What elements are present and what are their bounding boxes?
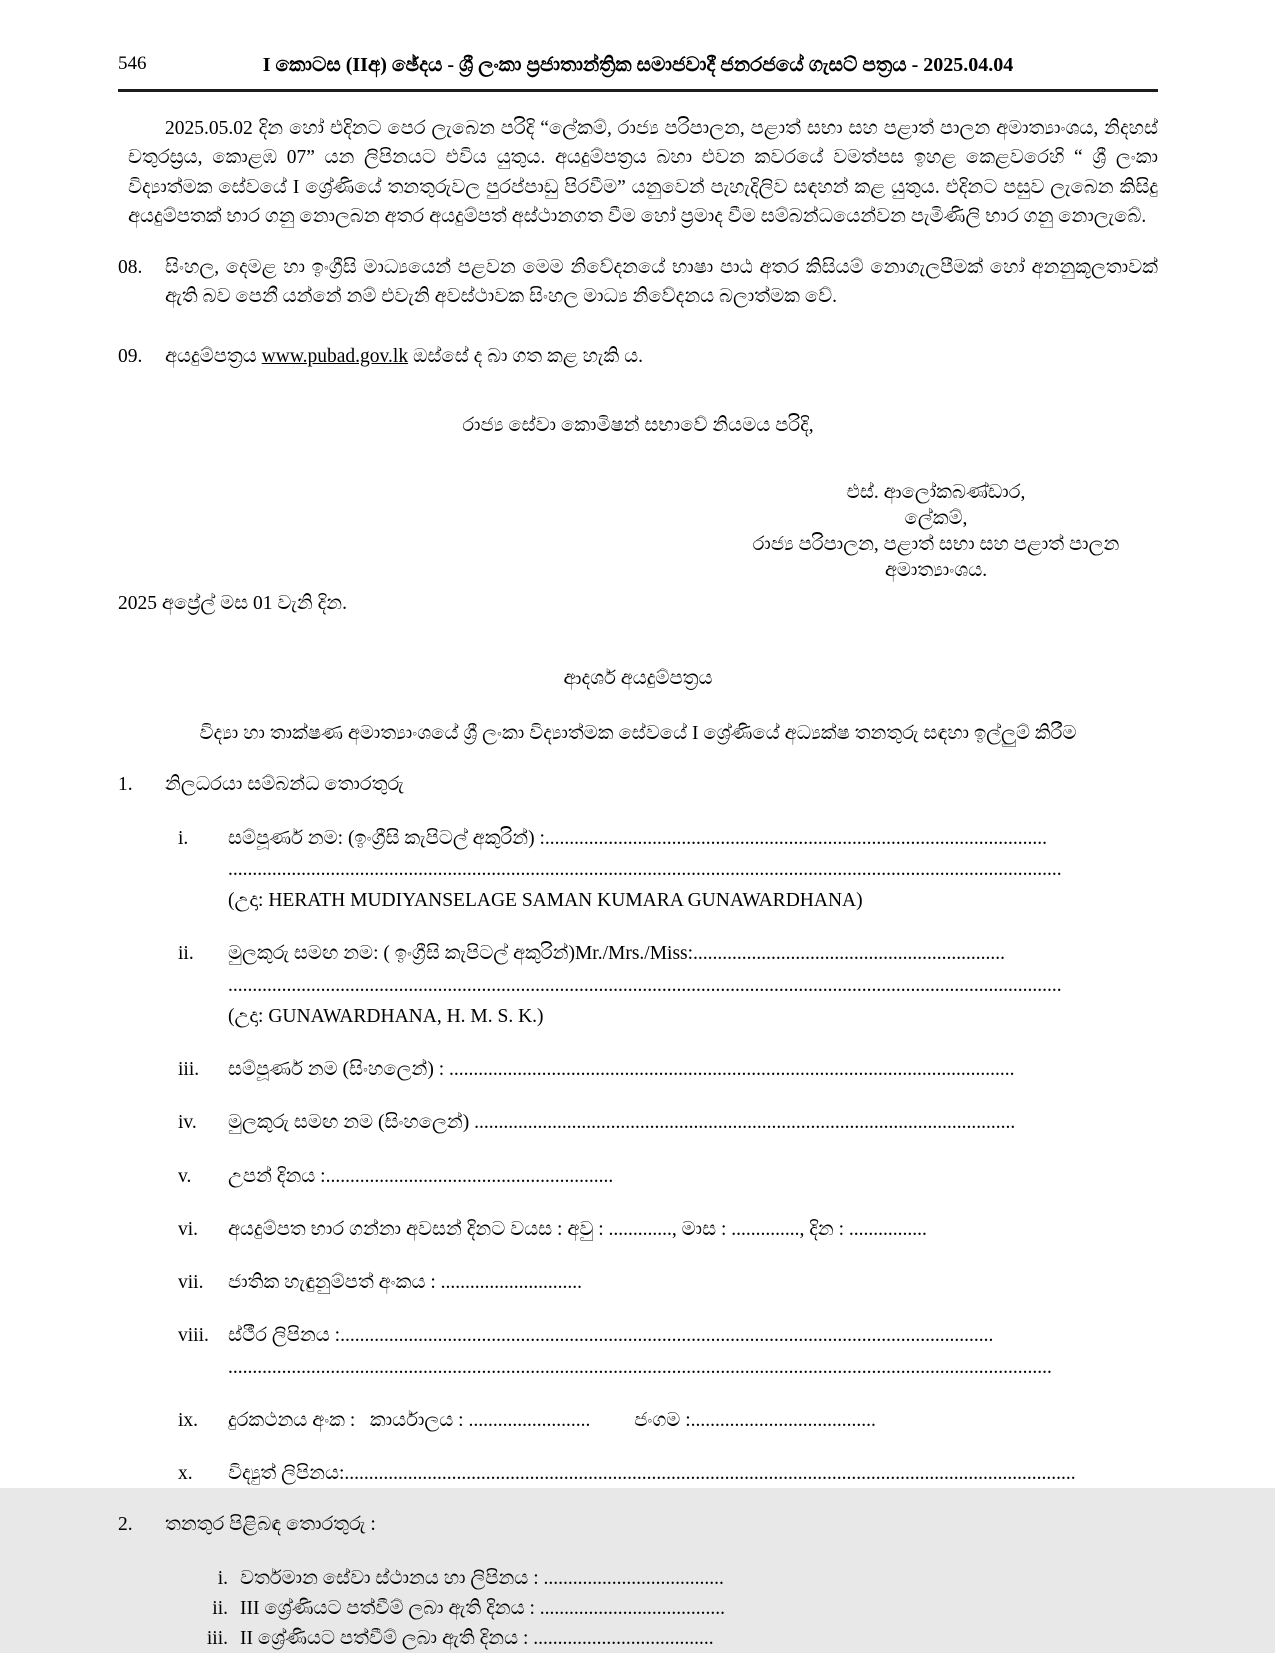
field-numeral: vi. [178,1215,228,1244]
field-label-with-blank: සම්පූර්ණ නම: (ඉංග්‍රීසි කැපිටල් අකුරින්) :....................................................................................................... [228,824,1158,853]
field-numeral: x. [178,1459,228,1488]
field-example: (උදා: HERATH MUDIYANSELAGE SAMAN KUMARA GUNAWARDHANA) [228,886,1158,915]
section-2-fields [118,1564,1158,1653]
field-numeral: viii. [178,1321,228,1382]
pubad-url-link[interactable]: www.pubad.gov.lk [262,346,408,367]
dotted-blank-line: ......................................................................................................................................................................... [228,1353,1158,1382]
section-2-heading [118,1510,1158,1539]
field-numeral: iv. [178,1108,228,1137]
field-email-address [118,1459,1158,1488]
item-text: සිංහල, දෙමළ හා ඉංග්‍රීසි මාධ්‍යයෙන් පළවන මෙම නිවේදනයේ භාෂා පාඨ අතර කිසියම් නොගැලපීමක් හෝ අනනුකූලතාවක් ඇති බව පෙනී යන්නේ නම් එවැනි අවස්ථාවක සිංහල මාධ්‍ය නිවේදනය බලාත්මක වේ. [165,253,1158,312]
field-label-with-blank: ස්ථීර ලිපිනය :...................................................................................................................................... [228,1321,1158,1350]
field-grade-ii-appointment-date [118,1624,1158,1653]
item-text-prefix: අයදුම්පත්‍රය [165,346,262,367]
notice-item-08 [118,253,1158,312]
page-number: 546 [118,50,147,79]
section-title: තනතුර පිළිබඳ තොරතුරු : [165,1510,376,1539]
section-1-heading [118,770,1158,799]
field-nic-number [118,1268,1158,1297]
field-example: (උදා: GUNAWARDHANA, H. M. S. K.) [228,1002,1158,1031]
date-line: 2025 අප්‍රේල් මස 01 වැනි දින. [118,589,1158,618]
signature-block [716,480,1156,585]
field-label-with-blank: II ශ්‍රේණියට පත්වීම් ලබා ඇති දිනය : ..................................... [240,1624,1158,1653]
field-label-with-blank: විද්‍යුත් ලිපිනය:...................................................................................................................................................... [228,1459,1158,1488]
field-current-workstation-address [118,1564,1158,1593]
gazette-title: I කොටස (IIඅ) ඡේදය - ශ්‍රී ලංකා ප්‍රජාතාන්ත්‍රික සමාජවාදී ජනරජයේ ගැසට් පත්‍රය - 2025.04.04 [118,50,1158,80]
page-header [118,50,1158,80]
field-numeral: ii. [178,939,228,1031]
field-label-with-blank: දුරකථනය අංක : කාර්යාලය : ......................... ජංගම :...................................... [228,1406,1158,1435]
item-text-suffix: ඔස්සේ ද බා ගත කළ හැකි ය. [408,346,643,367]
signatory-ministry: රාජ්‍ය පරිපාලන, පළාත් සභා සහ පළාත් පාලන අමාත්‍යාංශය. [716,532,1156,584]
item-text [165,342,1158,371]
section-number: 2. [118,1510,165,1539]
field-label-with-blank: සම්පූර්ණ නම (සිංහලෙන්) : .................................................................................................................... [228,1055,1158,1084]
field-age-at-closing-date [118,1215,1158,1244]
field-label-with-blank: උපන් දිනය :........................................................... [228,1162,1158,1191]
signatory-designation: ලේකම්, [716,506,1156,532]
form-heading: ආදර්ශ අයදුම්පත්‍රය [118,664,1158,693]
field-name-with-initials-sinhala [118,1108,1158,1137]
section-number: 1. [118,770,165,799]
field-numeral: vii. [178,1268,228,1297]
by-order-line: රාජ්‍ය සේවා කොමිෂන් සභාවේ නියමය පරිදි, [118,411,1158,440]
notice-item-09 [118,342,1158,371]
signatory-name: එස්. ආලෝකබණ්ඩාර, [716,480,1156,506]
field-label-with-blank: මුලකුරු සමඟ නම: ( ඉංග්‍රීසි කැපිටල් අකුරින්)Mr./Mrs./Miss:................................................................ [228,939,1158,968]
field-label-with-blank: අයදුම්පත භාර ගන්නා අවසන් දිනට වයස : අවු : ............., මාස : .............., දින : ................ [228,1215,1158,1244]
form-subheading: විද්‍යා හා තාක්ෂණ අමාත්‍යාංශයේ ශ්‍රී ලංකා විද්‍යාත්මක සේවයේ I ශ්‍රේණියේ අධ්‍යක්ෂ තනතුරු සඳහා ඉල්ලුම් කිරීම [118,719,1158,748]
field-label-with-blank: මුලකුරු සමඟ නම (සිංහලෙන්) ............................................................................................................... [228,1108,1158,1137]
field-numeral: i. [178,824,228,916]
field-numeral: ii. [190,1594,240,1623]
field-numeral: iii. [190,1624,240,1653]
field-label-with-blank: III ශ්‍රේණියට පත්වීම් ලබා ඇති දිනය : ...................................... [240,1594,1158,1623]
field-numeral: v. [178,1162,228,1191]
field-grade-iii-appointment-date [118,1594,1158,1623]
notice-continuation-paragraph: 2025.05.02 දින හෝ එදිනට පෙර ලැබෙන පරිදි “ලේකම්, රාජ්‍ය පරිපාලන, පළාත් සභා සහ පළාත් පාලන අමාත්‍යාංශය, නිදහස් චතුරස්‍රය, කොළඹ 07” යන ලිපිනයට එවිය යුතුය. අයදුම්පත්‍රය බහා එවන කවරයේ වමත්පස ඉහළ කෙළවරෙහි “ ශ්‍රී ලංකා විද්‍යාත්මක සේවයේ I ශ්‍රේණියේ තනතුරුවල පුරප්පාඩු පිරවීම” යනුවෙන් පැහැදිලිව සඳහන් කළ යුතුය. එදිනට පසුව ලැබෙන කිසිදු අයදුම්පතක් භාර ගනු නොලබන අතර අයදුම්පත් අස්ථානගත වීම හෝ ප්‍රමාද වීම සම්බන්ධයෙන්වන පැමිණිලි භාර ගනු නොලැබේ. [128,114,1158,231]
field-date-of-birth [118,1162,1158,1191]
field-full-name-english [118,824,1158,916]
field-permanent-address [118,1321,1158,1382]
field-numeral: iii. [178,1055,228,1084]
item-number: 08. [118,253,165,312]
field-telephone-numbers [118,1406,1158,1435]
field-label-with-blank: වර්තමාන සේවා ස්ථානය හා ලිපිනය : ..................................... [240,1564,1158,1593]
field-name-with-initials-english [118,939,1158,1031]
dotted-blank-line: ........................................................................................................................................................................... [228,971,1158,1000]
header-rule [118,89,1158,92]
field-label-with-blank: ජාතික හැඳුනුම්පත් අංකය : ............................. [228,1268,1158,1297]
item-number: 09. [118,342,165,371]
dotted-blank-line: ........................................................................................................................................................................... [228,855,1158,884]
field-numeral: i. [190,1564,240,1593]
field-numeral: ix. [178,1406,228,1435]
field-full-name-sinhala [118,1055,1158,1084]
section-title: නිලධරයා සම්බන්ධ තොරතුරු [165,770,404,799]
